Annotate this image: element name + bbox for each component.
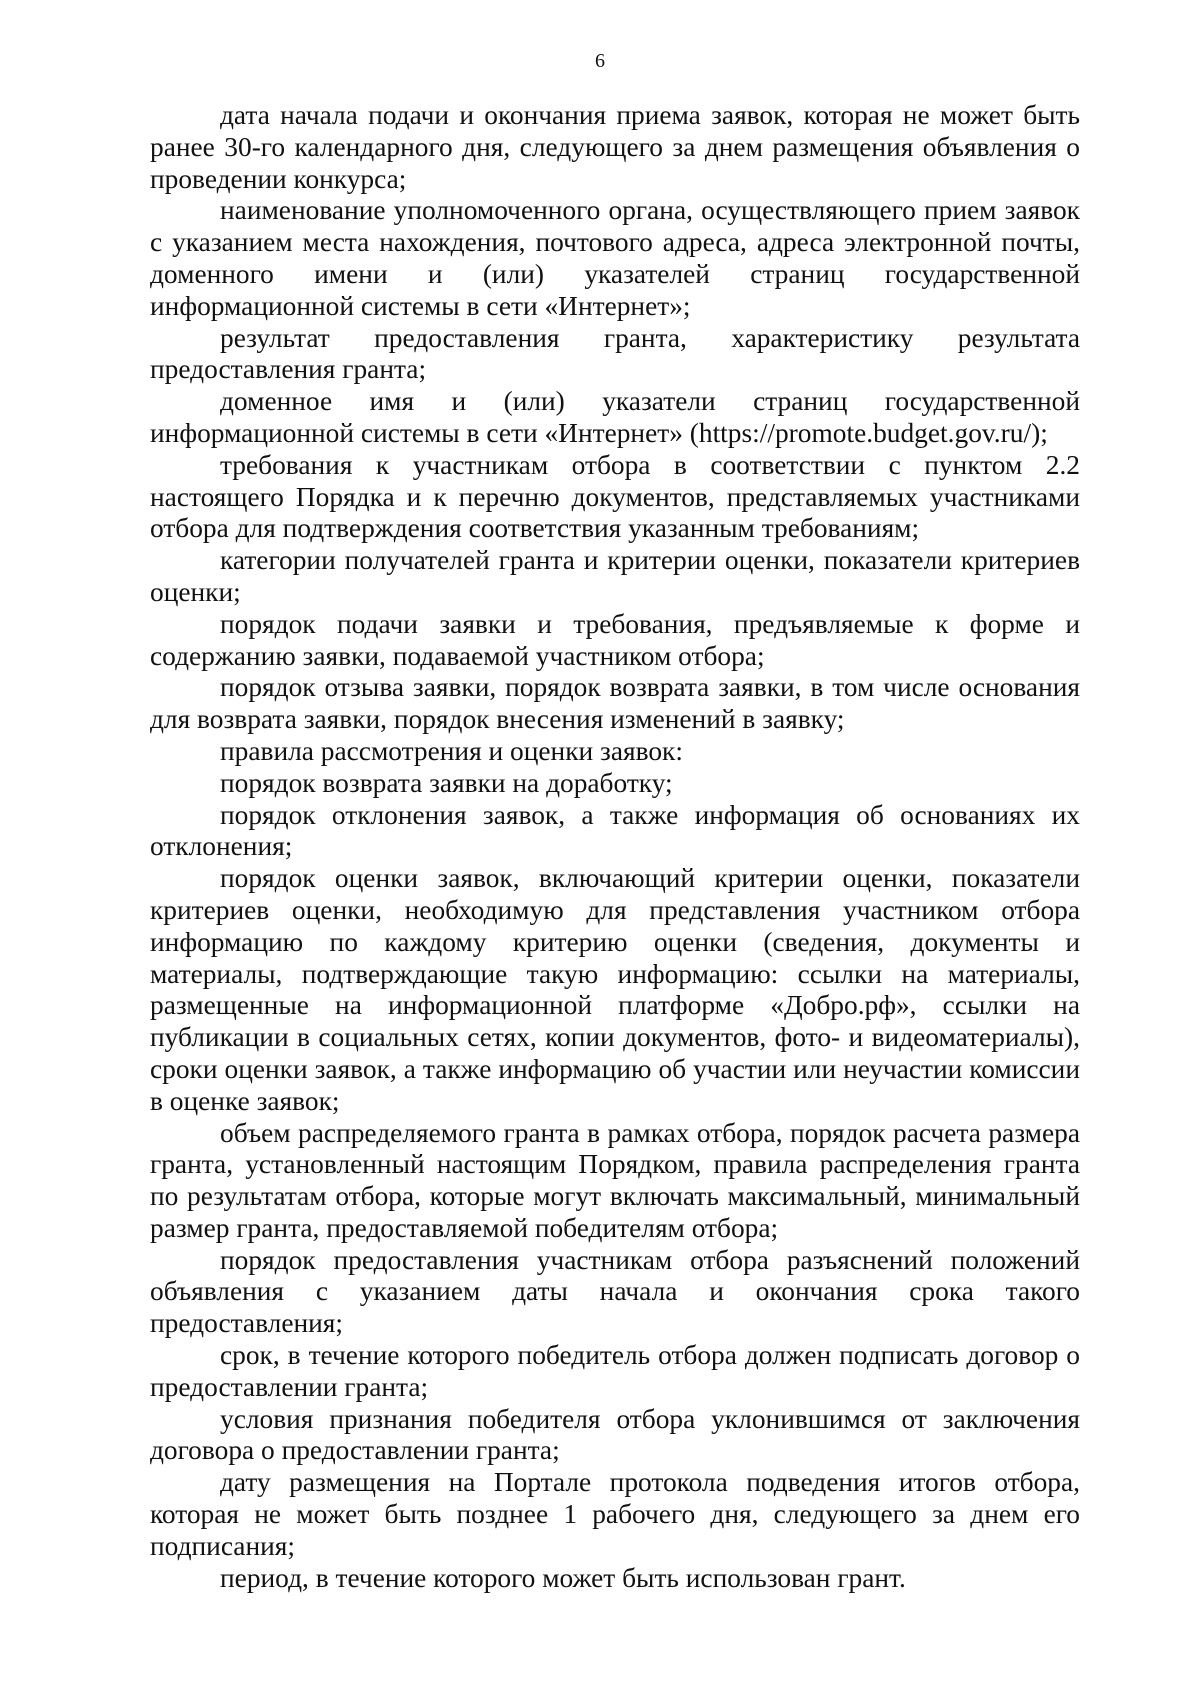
page-number: 6 [595,50,605,72]
paragraph: порядок отклонения заявок, а также информация об основаниях их отклонения; [150,799,1080,862]
paragraph: порядок подачи заявки и требования, предъявляемые к форме и содержанию заявки, подаваемой участником отбора; [150,608,1080,671]
paragraph: период, в течение которого может быть использован грант. [220,1562,906,1593]
paragraph: требования к участникам отбора в соответствии с пунктом 2.2 настоящего Порядка и к перечню документов, представляемых участниками отбора для подтверждения соответствия указанным требованиям; [150,449,1080,544]
document-body [150,100,1080,1594]
paragraph: дата начала подачи и окончания приема заявок, которая не может быть ранее 30-го календарного дня, следующего за днем размещения объявления о проведении конкурса; [150,100,1080,194]
paragraph: правила рассмотрения и оценки заявок: [220,735,683,766]
paragraph: результат предоставления гранта, характеристику результата предоставления гранта; [150,322,1080,385]
paragraph: объем распределяемого гранта в рамках отбора, порядок расчета размера гранта, установленный настоящим Порядком, правила распределения гранта по результатам отбора, которые могут включать максимальный, минимальный размер гранта, предоставляемой победителям отбора; [150,1117,1080,1243]
paragraph: условия признания победителя отбора уклонившимся от заключения договора о предоставлении гранта; [150,1403,1080,1466]
paragraph: порядок предоставления участникам отбора разъяснений положений объявления с указанием даты начала и окончания срока такого предоставления; [150,1244,1080,1339]
paragraph: порядок отзыва заявки, порядок возврата заявки, в том числе основания для возврата заявки, порядок внесения изменений в заявку; [150,672,1080,735]
paragraph: порядок возврата заявки на доработку; [220,767,673,798]
paragraph: дату размещения на Портале протокола подведения итогов отбора, которая не может быть позднее 1 рабочего дня, следующего за днем его подписания; [150,1467,1080,1561]
paragraph: порядок оценки заявок, включающий критерии оценки, показатели критериев оценки, необходимую для представления участником отбора информацию по каждому критерию оценки (сведения, документы и материалы, подтверждающие такую информацию: ссылки на материалы, размещенные на информационной платформе «Добро.рф», ссылки на публикации в социальных сетях, копии документов, фото- и видеоматериалы), сроки оценки заявок, а также информацию об участии или неучастии комиссии в оценке заявок; [150,863,1080,1116]
paragraph: категории получателей гранта и критерии оценки, показатели критериев оценки; [150,545,1080,607]
paragraph: наименование уполномоченного органа, осуществляющего прием заявок с указанием места нахождения, почтового адреса, адреса электронной почты, доменного имени и (или) указателей страниц государственной информационной системы в сети «Интернет»; [150,195,1080,321]
paragraph: доменное имя и (или) указатели страниц государственной информационной системы в сети «Интернет» (https://promote.budget.gov.ru/); [150,386,1080,448]
paragraph: срок, в течение которого победитель отбора должен подписать договор о предоставлении гранта; [150,1340,1080,1402]
